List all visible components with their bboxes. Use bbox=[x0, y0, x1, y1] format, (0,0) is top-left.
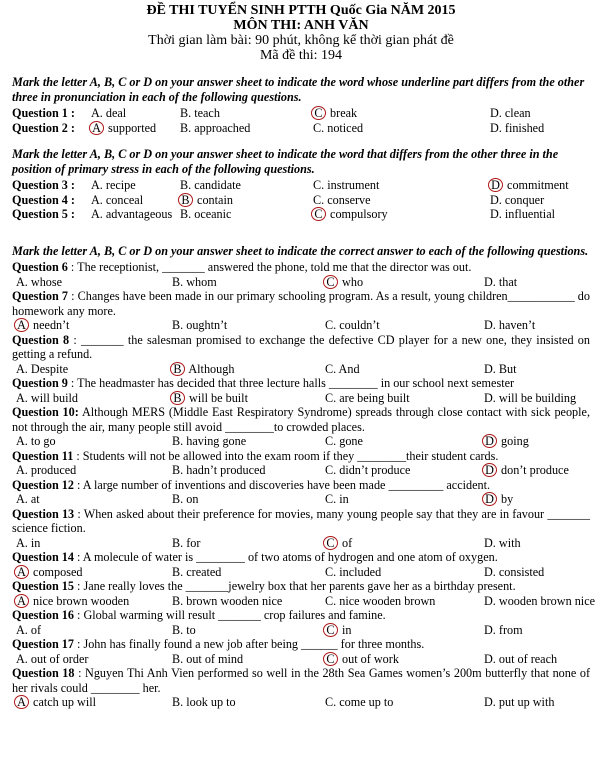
question-text: : Students will not be allowed into the exam room if they ________their student cards. bbox=[73, 448, 499, 463]
answer-circle: C bbox=[311, 106, 326, 120]
question-stem bbox=[12, 507, 590, 536]
options-row bbox=[12, 593, 596, 609]
option-b[interactable]: B. teach bbox=[180, 106, 220, 120]
option-text: nice brown wooden bbox=[30, 593, 130, 608]
option-b[interactable]: B. having gone bbox=[172, 434, 247, 448]
option-text: going bbox=[498, 434, 529, 448]
question-stem bbox=[12, 376, 590, 391]
answer-circle: C bbox=[323, 623, 338, 637]
question-label: Question 10: bbox=[12, 405, 79, 419]
option-c[interactable]: C. didn’t produce bbox=[325, 463, 411, 477]
option-a[interactable]: A. in bbox=[16, 535, 41, 550]
option-a[interactable]: A. recipe bbox=[91, 178, 136, 192]
option-d[interactable]: D. that bbox=[484, 274, 518, 289]
question-text: Although MERS (Middle East Respiratory Syndrome) spreads through close contact with sick people, not through the air, many people still avoid ________to crowded places. bbox=[12, 405, 590, 434]
option-a[interactable]: A. advantageous bbox=[91, 207, 173, 221]
options-row bbox=[12, 652, 590, 667]
option-text: needn’t bbox=[30, 318, 70, 332]
question-label: Question 12 bbox=[12, 477, 74, 492]
option-text: compulsory bbox=[327, 207, 388, 221]
exam-title: ĐỀ THI TUYỂN SINH PTTH Quốc Gia NĂM 2015 bbox=[146, 3, 456, 18]
option-a[interactable]: A. deal bbox=[91, 106, 127, 120]
question-text: : Nguyen Thi Anh Vien performed so well in the 28th Sea Games women’s 200m butterfly that none of her rivals could ________ her. bbox=[12, 666, 590, 695]
options-row bbox=[12, 623, 590, 638]
question-label: Question 3 : bbox=[12, 178, 75, 192]
pronunciation-questions bbox=[12, 106, 590, 135]
option-c[interactable] bbox=[313, 106, 357, 121]
option-c[interactable]: C. are being built bbox=[325, 390, 410, 405]
option-d[interactable] bbox=[490, 178, 569, 193]
answer-circle: D bbox=[482, 434, 497, 448]
option-d[interactable]: D. But bbox=[484, 361, 517, 376]
option-d[interactable]: D. out of reach bbox=[484, 651, 558, 666]
option-text: composed bbox=[30, 564, 83, 579]
answer-circle: B bbox=[170, 391, 185, 405]
section-2-instruction: Mark the letter A, B, C or D on your answer sheet to indicate the word that differs from the other three in the position of primary stress in each of the following questions. bbox=[12, 147, 559, 176]
question-text: : The receptionist, _______ answered the phone, told me that the director was out. bbox=[67, 260, 472, 274]
answer-circle: C bbox=[323, 652, 338, 666]
question-label: Question 11 bbox=[12, 448, 74, 463]
option-text: catch up will bbox=[30, 695, 96, 709]
question-stem bbox=[12, 608, 590, 623]
option-c[interactable] bbox=[325, 275, 363, 290]
answer-circle: D bbox=[482, 463, 497, 477]
question-text: : A large number of inventions and discoveries have been made _________ accident. bbox=[73, 477, 491, 492]
option-a[interactable]: A. produced bbox=[16, 463, 77, 477]
option-b[interactable]: B. approached bbox=[180, 120, 251, 135]
question-label: Question 17 bbox=[12, 637, 74, 651]
option-a[interactable]: A. of bbox=[16, 622, 42, 637]
answer-circle: C bbox=[323, 536, 338, 550]
question-label: Question 18 bbox=[12, 666, 75, 680]
answer-circle: B bbox=[170, 362, 185, 376]
question-text: : John has finally found a new job after being ______ for three months. bbox=[73, 637, 425, 651]
option-a[interactable] bbox=[16, 594, 129, 609]
question-stem bbox=[12, 260, 590, 275]
question-row bbox=[12, 207, 590, 222]
option-text: by bbox=[498, 492, 514, 506]
option-text: don’t produce bbox=[498, 463, 569, 477]
question-label: Question 5 : bbox=[12, 207, 75, 221]
options-row bbox=[12, 391, 590, 406]
option-b[interactable]: B. oceanic bbox=[180, 207, 232, 221]
option-d[interactable]: D. clean bbox=[490, 106, 531, 120]
section-3-instruction: Mark the letter A, B, C or D on your answer sheet to indicate the correct answer to each of the following questions. bbox=[12, 243, 589, 258]
question-text: : Jane really loves the _______jewelry box that her parents gave her as a birthday present. bbox=[73, 579, 516, 593]
answer-circle: A bbox=[14, 594, 29, 608]
options-row bbox=[12, 463, 590, 478]
options-row bbox=[12, 492, 590, 507]
exam-header bbox=[12, 3, 590, 63]
question-label: Question 13 bbox=[12, 506, 75, 521]
option-c[interactable]: C. noticed bbox=[313, 120, 364, 135]
option-text: Although bbox=[186, 361, 235, 376]
question-label: Question 16 bbox=[12, 608, 74, 622]
option-b[interactable]: B. whom bbox=[172, 274, 217, 289]
option-d[interactable] bbox=[484, 492, 513, 507]
question-text: : The headmaster has decided that three lecture halls ________ in our school next semester bbox=[67, 376, 515, 390]
question-stem bbox=[12, 449, 590, 464]
question-label: Question 7 bbox=[12, 289, 68, 303]
option-a[interactable]: A. Despite bbox=[16, 361, 69, 376]
option-b[interactable]: B. created bbox=[172, 564, 222, 579]
option-text: will be built bbox=[186, 390, 248, 405]
question-stem bbox=[12, 289, 590, 318]
option-b[interactable]: B. oughtn’t bbox=[172, 318, 228, 332]
question-stem bbox=[12, 405, 590, 434]
option-d[interactable]: D. put up with bbox=[484, 695, 555, 709]
option-c[interactable] bbox=[325, 623, 352, 638]
question-stem bbox=[12, 579, 590, 594]
answer-circle: A bbox=[14, 565, 29, 579]
question-text: : When asked about their preference for movies, many young people say that they are in favour _______ science fiction. bbox=[12, 506, 591, 535]
option-a[interactable]: A. out of order bbox=[16, 651, 89, 666]
option-b[interactable] bbox=[172, 362, 234, 377]
option-a[interactable]: A. at bbox=[16, 492, 40, 506]
option-b[interactable]: B. on bbox=[172, 492, 199, 506]
exam-subject: MÔN THI: ANH VĂN bbox=[233, 18, 369, 33]
option-c[interactable]: C. couldn’t bbox=[325, 318, 380, 332]
answer-circle: A bbox=[14, 318, 29, 332]
section-1-instruction: Mark the letter A, B, C or D on your answer sheet to indicate the word whose underline part differs from the other three in pronunciation in each of the following questions. bbox=[12, 75, 585, 104]
answer-circle: C bbox=[311, 207, 326, 221]
question-row bbox=[12, 178, 590, 193]
question-stem bbox=[12, 666, 590, 695]
option-d[interactable]: D. from bbox=[484, 622, 523, 637]
option-c[interactable] bbox=[325, 652, 399, 667]
option-c[interactable]: C. gone bbox=[325, 434, 363, 448]
option-b[interactable] bbox=[180, 193, 233, 208]
question-row bbox=[12, 106, 590, 121]
answer-circle: B bbox=[178, 193, 193, 207]
option-d[interactable]: D. consisted bbox=[484, 564, 545, 579]
multiple-choice-questions bbox=[12, 260, 596, 710]
stress-questions bbox=[12, 178, 590, 222]
options-row bbox=[12, 318, 590, 333]
option-a[interactable]: A. to go bbox=[16, 434, 56, 448]
option-b[interactable]: B. for bbox=[172, 535, 201, 550]
option-a[interactable] bbox=[16, 695, 96, 710]
option-c[interactable]: C. come up to bbox=[325, 695, 394, 709]
option-c[interactable]: C. in bbox=[325, 492, 349, 506]
option-a[interactable] bbox=[16, 318, 69, 333]
option-b[interactable]: B. look up to bbox=[172, 695, 236, 709]
option-a[interactable] bbox=[91, 121, 156, 136]
option-c[interactable]: C. included bbox=[325, 564, 382, 579]
question-row bbox=[12, 193, 590, 208]
answer-circle: D bbox=[488, 178, 503, 192]
option-text: out of work bbox=[339, 651, 399, 666]
option-b[interactable]: B. to bbox=[172, 622, 196, 637]
option-b[interactable]: B. hadn’t produced bbox=[172, 463, 266, 477]
option-c[interactable]: C. nice wooden brown bbox=[325, 593, 436, 608]
question-stem bbox=[12, 478, 590, 493]
question-text: : Global warming will result _______ crop failures and famine. bbox=[73, 608, 386, 622]
question-text: : A molecule of water is ________ of two atoms of hydrogen and one atom of oxygen. bbox=[73, 550, 498, 564]
question-label: Question 9 bbox=[12, 376, 68, 390]
options-row bbox=[12, 434, 590, 449]
options-row bbox=[12, 695, 590, 710]
question-label: Question 14 bbox=[12, 550, 74, 564]
option-d[interactable] bbox=[484, 434, 529, 449]
option-d[interactable]: D. will be building bbox=[484, 390, 577, 405]
question-text: : Changes have been made in our primary schooling program. As a result, young children___________ do homework any more. bbox=[12, 289, 590, 318]
question-stem bbox=[12, 333, 590, 362]
question-label: Question 1 : bbox=[12, 106, 75, 120]
answer-circle: A bbox=[89, 121, 104, 135]
option-text: of bbox=[339, 535, 353, 550]
option-d[interactable]: D. conquer bbox=[490, 192, 545, 207]
option-d[interactable]: D. haven’t bbox=[484, 318, 536, 332]
options-row bbox=[12, 536, 590, 551]
question-stem bbox=[12, 637, 590, 652]
question-stem bbox=[12, 550, 590, 565]
question-row bbox=[12, 121, 590, 136]
option-d[interactable] bbox=[484, 463, 569, 478]
option-b[interactable]: B. brown wooden nice bbox=[172, 593, 283, 608]
question-label: Question 6 bbox=[12, 260, 68, 274]
exam-page bbox=[12, 3, 596, 710]
answer-circle: D bbox=[482, 492, 497, 506]
question-label: Question 2 : bbox=[12, 120, 75, 135]
option-a[interactable]: A. will build bbox=[16, 390, 78, 405]
question-text: : _______ the salesman promised to exchange the defective CD player for a new one, they insisted on getting a refund. bbox=[12, 332, 590, 361]
answer-circle: A bbox=[14, 695, 29, 709]
option-c[interactable]: C. And bbox=[325, 361, 360, 376]
option-a[interactable]: A. whose bbox=[16, 274, 63, 289]
option-c[interactable]: C. instrument bbox=[313, 178, 380, 192]
option-c[interactable] bbox=[325, 536, 352, 551]
question-label: Question 4 : bbox=[12, 192, 75, 207]
option-c[interactable]: C. conserve bbox=[313, 192, 371, 207]
option-d[interactable]: D. wooden brown nice bbox=[484, 593, 596, 608]
option-b[interactable]: B. candidate bbox=[180, 178, 241, 192]
option-text: commitment bbox=[504, 178, 569, 192]
option-b[interactable]: B. out of mind bbox=[172, 651, 244, 666]
options-row bbox=[12, 275, 590, 290]
answer-circle: C bbox=[323, 275, 338, 289]
option-text: contain bbox=[194, 192, 233, 207]
option-d[interactable]: D. with bbox=[484, 535, 521, 550]
exam-time: Thời gian làm bài: 90 phút, không kể thời gian phát đề bbox=[148, 33, 454, 48]
option-a[interactable]: A. conceal bbox=[91, 192, 144, 207]
options-row bbox=[12, 362, 590, 377]
option-text: break bbox=[327, 106, 358, 120]
option-text: in bbox=[339, 622, 352, 637]
option-c[interactable] bbox=[313, 207, 388, 222]
options-row bbox=[12, 565, 590, 580]
option-a[interactable] bbox=[16, 565, 82, 580]
option-text: who bbox=[339, 274, 364, 289]
exam-code: Mã đề thi: 194 bbox=[259, 48, 343, 63]
option-d[interactable]: D. influential bbox=[490, 207, 555, 221]
question-label: Question 8 bbox=[12, 332, 70, 347]
option-text: supported bbox=[105, 120, 157, 135]
option-b[interactable] bbox=[172, 391, 248, 406]
option-d[interactable]: D. finished bbox=[490, 120, 545, 135]
question-label: Question 15 bbox=[12, 579, 74, 593]
